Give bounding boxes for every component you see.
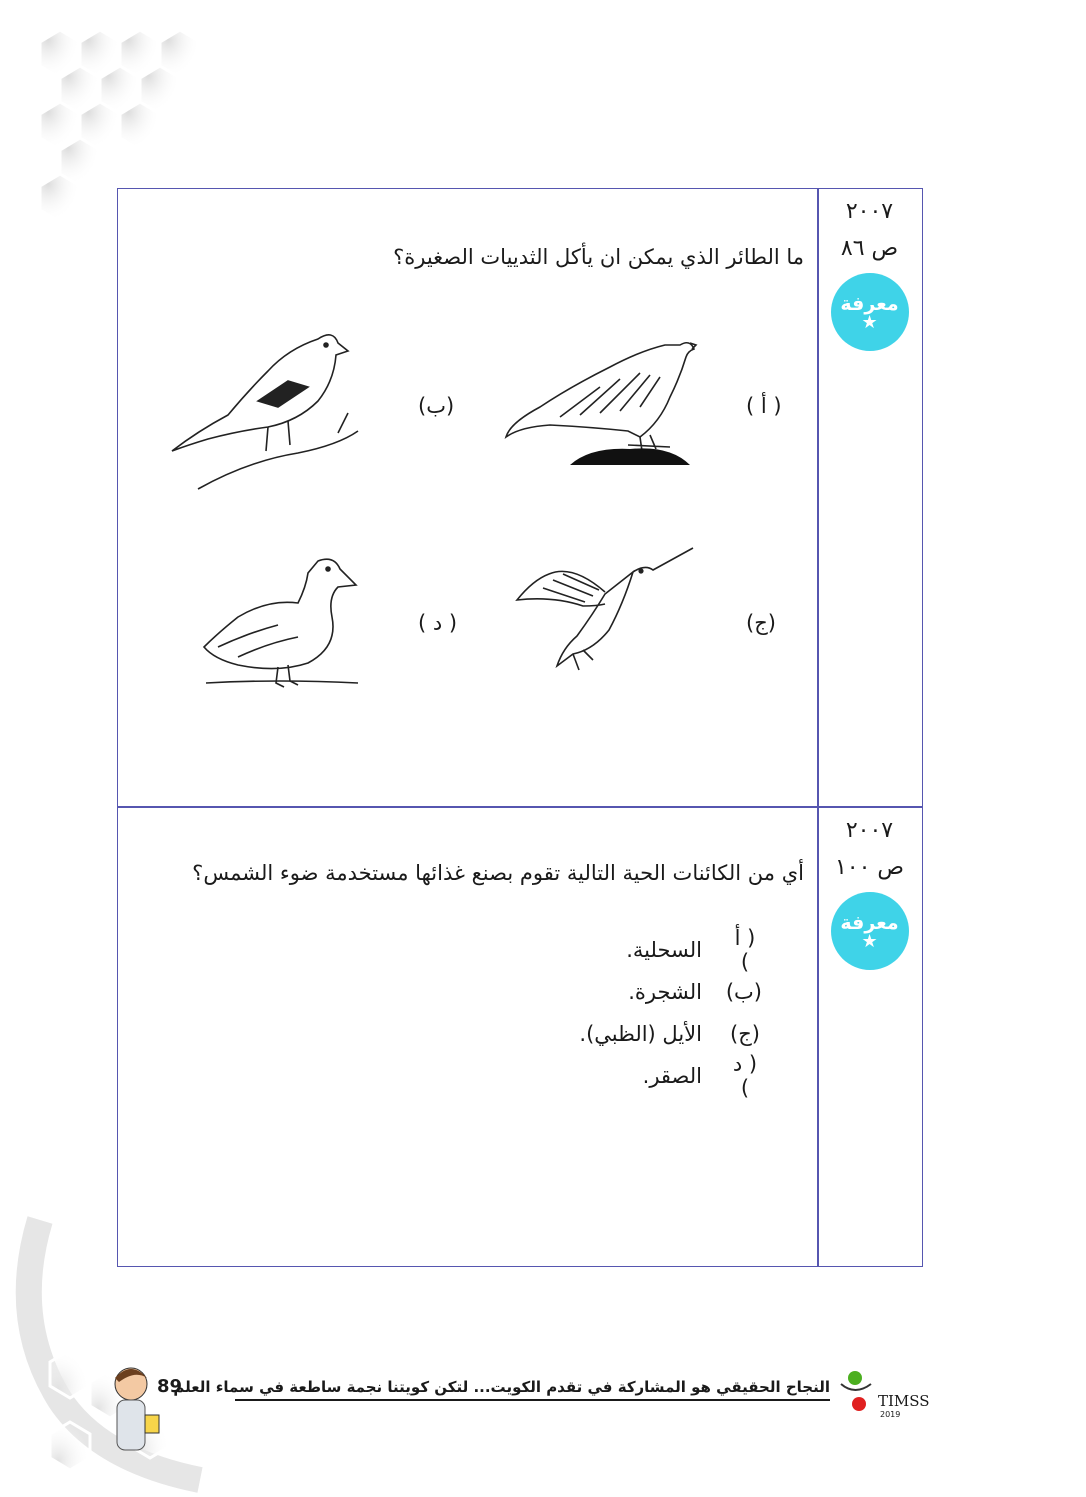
category-label: معرفة <box>840 293 899 315</box>
option-row <box>579 926 762 974</box>
option-text: السحلية. <box>626 938 702 962</box>
option-row <box>579 971 762 1013</box>
option-row <box>579 1013 762 1055</box>
question-page-reference: ص ١٠٠ <box>834 855 905 880</box>
choice-label-d: ( د ) <box>418 611 458 635</box>
option-text: الصقر. <box>642 1064 702 1088</box>
question-page-reference: ص ٨٦ <box>840 236 899 261</box>
duck-icon <box>198 547 378 697</box>
page-number: 89 <box>157 1376 183 1397</box>
option-letter: ( د ) <box>732 1052 758 1100</box>
option-row <box>579 1052 762 1100</box>
category-label: معرفة <box>840 912 899 934</box>
question-year: ٢٠٠٧ <box>845 818 894 843</box>
choice-label-b: (ب) <box>418 394 455 418</box>
row-divider <box>118 806 922 808</box>
option-letter: ( أ ) <box>734 926 756 974</box>
question-1-text: ما الطائر الذي يمكن ان يأكل الثدييات الصغيرة؟ <box>393 245 804 269</box>
timss-logo-year: 2019 <box>880 1410 901 1419</box>
option-text: الشجرة. <box>628 980 702 1004</box>
category-badge <box>831 892 909 970</box>
question-2-options <box>579 926 762 1100</box>
star-icon: ★ <box>861 312 878 333</box>
star-icon: ★ <box>861 931 878 952</box>
footer-slogan: النجاح الحقيقي هو المشاركة في تقدم الكويت... لتكن كويتنا نجمة ساطعة في سماء العلم <box>235 1378 830 1401</box>
timss-logo-text: TIMSS <box>878 1392 930 1410</box>
choice-label-c: (ج) <box>746 611 776 635</box>
eagle-icon <box>500 327 700 467</box>
hummingbird-icon <box>513 544 703 674</box>
question-2-info <box>817 808 922 970</box>
mascot-icon <box>105 1360 165 1460</box>
option-letter: (ج) <box>730 1022 760 1046</box>
category-badge <box>831 273 909 351</box>
question-2-text: أي من الكائنات الحية التالية تقوم بصنع غذائها مستخدمة ضوء الشمس؟ <box>192 861 804 885</box>
choice-label-a: ( أ ) <box>746 394 782 418</box>
question-year: ٢٠٠٧ <box>845 199 894 224</box>
option-letter: (ب) <box>725 980 762 1004</box>
question-1-info <box>817 189 922 351</box>
option-text: الأيل (الظبي). <box>579 1022 702 1046</box>
sparrow-icon <box>168 321 368 491</box>
questions-table <box>117 188 923 1267</box>
